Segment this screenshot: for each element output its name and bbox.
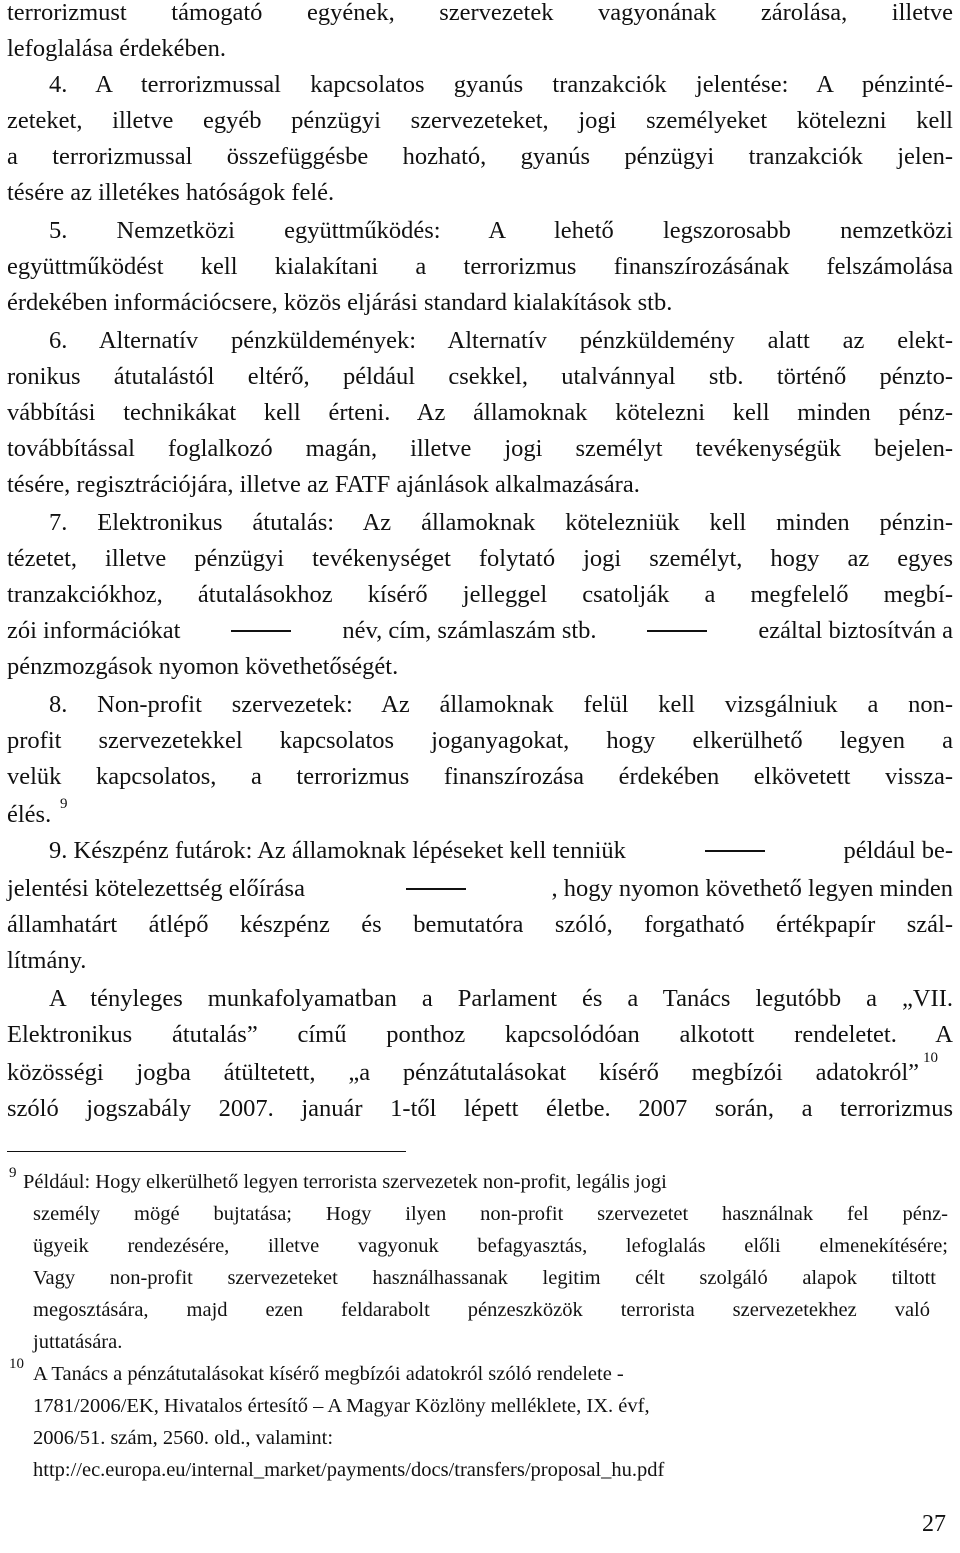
footnote-line: juttatására.: [33, 1331, 123, 1353]
footnote-line: 1781/2006/EK, Hivatalos értesítő – A Magyar Közlöny melléklete, IX. évf,: [33, 1395, 650, 1417]
body-line: ronikus átutalástól eltérő, például csekkel, utalvánnyal stb. történő pénzto-: [7, 363, 953, 390]
body-line: a terrorizmussal összefüggésbe hozható, gyanús pénzügyi tranzakciók jelen-: [7, 143, 953, 170]
body-segment: ezáltal biztosítván a: [758, 617, 953, 644]
body-line: élés.: [7, 801, 52, 828]
body-line: lítmány.: [7, 947, 87, 974]
em-dash: [705, 850, 765, 852]
footnote-url: http://ec.europa.eu/internal_market/payments/docs/transfers/proposal_hu.pdf: [33, 1459, 665, 1481]
em-dash: [406, 888, 466, 890]
body-line: A tényleges munkafolyamatban a Parlament és a Tanács legutóbb a „VII.: [49, 985, 953, 1012]
footnote-line: ügyeik rendezésére, illetve vagyonuk befagyasztás, lefoglalás előli elmenekítésére;: [33, 1235, 948, 1257]
body-segment: jelentési kötelezettség előírása: [7, 875, 305, 902]
body-line: 5. Nemzetközi együttműködés: A lehető legszorosabb nemzetközi: [49, 217, 953, 244]
body-segment: név, cím, számlaszám stb.: [342, 617, 597, 644]
footnote-line: 2006/51. szám, 2560. old., valamint:: [33, 1427, 334, 1449]
body-segment: zói információkat: [7, 617, 181, 644]
body-line: vábbítási technikákat kell érteni. Az államoknak kötelezni kell minden pénz-: [7, 399, 953, 426]
footnote-separator: [7, 1151, 406, 1152]
body-line: 7. Elektronikus átutalás: Az államoknak kötelezniük kell minden pénzin-: [49, 509, 953, 536]
body-line: 6. Alternatív pénzküldemények: Alternatív pénzküldemény alatt az elekt-: [49, 327, 953, 354]
em-dash: [647, 630, 707, 632]
body-segment: 9. Készpénz futárok: Az államoknak lépéseket kell tenniük: [49, 837, 626, 864]
body-line-with-dashes: [7, 613, 953, 649]
body-line-with-dash: [7, 871, 953, 907]
body-line-with-dash: [49, 833, 953, 869]
body-line: lefoglalása érdekében.: [7, 35, 227, 62]
footnote-marker: 10: [9, 1356, 24, 1372]
body-line: 4. A terrorizmussal kapcsolatos gyanús tranzakciók jelentése: A pénzinté-: [49, 71, 953, 98]
body-line: terrorizmust támogató egyének, szervezetek vagyonának zárolása, illetve: [7, 0, 953, 26]
footnote-line: Például: Hogy elkerülhető legyen terrorista szervezetek non-profit, legális jogi: [23, 1171, 667, 1193]
body-line: államhatárt átlépő készpénz és bemutatóra szóló, forgatható értékpapír szál-: [7, 911, 953, 938]
footnote-reference: 10: [923, 1050, 938, 1066]
body-line: közösségi jogba átültetett, „a pénzátutalásokat kísérő megbízói adatokról”: [7, 1059, 919, 1086]
body-segment: , hogy nyomon követhető legyen minden: [551, 875, 953, 902]
body-line: pénzmozgások nyomon követhetőségét.: [7, 653, 399, 680]
body-line: tésére az illetékes hatóságok felé.: [7, 179, 335, 206]
body-line: tésére, regisztrációjára, illetve az FATF ajánlások alkalmazására.: [7, 471, 640, 498]
body-line: tranzakciókhoz, átutalásokhoz kísérő jelleggel csatolják a megfelelő megbí-: [7, 581, 953, 608]
footnote-line: megosztására, majd ezen feldarabolt pénzeszközök terrorista szervezetekhez való: [33, 1299, 930, 1321]
footnote-marker: 9: [9, 1165, 17, 1181]
footnote-line: személy mögé bujtatása; Hogy ilyen non-profit szervezetet használnak fel pénz-: [33, 1203, 948, 1225]
body-line: tézetet, illetve pénzügyi tevékenységet folytató jogi személyt, hogy az egyes: [7, 545, 953, 572]
body-line: velük kapcsolatos, a terrorizmus finanszírozása érdekében elkövetett vissza-: [7, 763, 953, 790]
footnote-line: A Tanács a pénzátutalásokat kísérő megbízói adatokról szóló rendelete -: [33, 1363, 624, 1385]
body-line: érdekében információcsere, közös eljárási standard kialakítások stb.: [7, 289, 673, 316]
body-line: Elektronikus átutalás” című ponthoz kapcsolódóan alkotott rendeletet. A: [7, 1021, 953, 1048]
body-segment: például be-: [843, 837, 953, 864]
page-number: 27: [922, 1511, 946, 1537]
footnote-reference: 9: [60, 796, 68, 812]
body-line: zeteket, illetve egyéb pénzügyi szervezeteket, jogi személyeket kötelezni kell: [7, 107, 953, 134]
body-line: 8. Non-profit szervezetek: Az államoknak felül kell vizsgálniuk a non-: [49, 691, 953, 718]
body-line: együttműködést kell kialakítani a terrorizmus finanszírozásának felszámolása: [7, 253, 953, 280]
em-dash: [231, 630, 291, 632]
body-line: szóló jogszabály 2007. január 1-től lépett életbe. 2007 során, a terrorizmus: [7, 1095, 953, 1122]
body-line: továbbítással foglalkozó magán, illetve jogi személyt tevékenységük bejelen-: [7, 435, 953, 462]
body-line: profit szervezetekkel kapcsolatos joganyagokat, hogy elkerülhető legyen a: [7, 727, 953, 754]
footnote-line: Vagy non-profit szervezeteket használhassanak legitim célt szolgáló alapok tiltott: [33, 1267, 936, 1289]
